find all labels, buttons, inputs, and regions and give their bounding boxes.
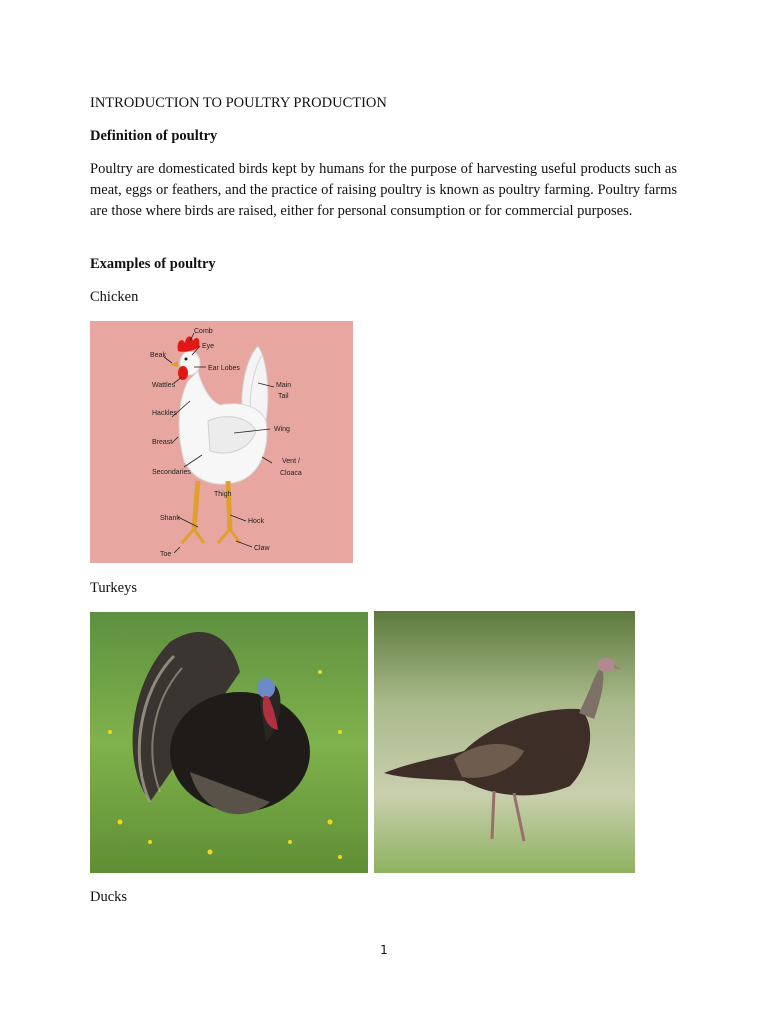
label-breast: Breast (152, 439, 173, 446)
chicken-illustration (90, 321, 353, 563)
label-comb: Comb (194, 328, 213, 335)
label-hock: Hock (248, 518, 264, 525)
chicken-anatomy-image (90, 321, 353, 563)
label-eye: Eye (202, 343, 215, 350)
label-beak: Beak (150, 352, 166, 359)
label-secondaries: Secondaries (152, 469, 191, 476)
chicken-label: Chicken (90, 289, 139, 305)
label-thigh: Thigh (214, 491, 232, 498)
definition-heading: Definition of poultry (90, 128, 218, 144)
label-main-tail-2: Tail (278, 393, 289, 400)
turkey-hen-illustration (374, 611, 635, 873)
turkey-photo-displaying (90, 612, 368, 873)
ducks-label: Ducks (90, 889, 128, 905)
examples-heading: Examples of poultry (90, 256, 216, 272)
label-main-tail-1: Main (276, 382, 292, 389)
document-heading: INTRODUCTION TO POULTRY PRODUCTION (90, 95, 387, 111)
label-claw: Claw (254, 545, 270, 552)
turkey-tom-illustration (90, 612, 368, 873)
label-hackles: Hackles (152, 410, 177, 417)
label-wattles: Wattles (152, 382, 176, 389)
turkey-photo-walking (374, 611, 635, 873)
label-vent-1: Vent / (282, 458, 300, 465)
label-ear-lobes: Ear Lobes (208, 365, 240, 372)
definition-paragraph: Poultry are domesticated birds kept by humans for the purpose of harvesting useful products such as meat, eggs or feathers, and the practice of raising poultry is known as poultry farming. Poultry farms are those where birds are raised, either for personal consumption or for commercial purposes. (90, 161, 677, 219)
label-vent-2: Cloaca (280, 470, 302, 477)
page-number: 1 (380, 943, 388, 957)
label-wing: Wing (274, 426, 290, 433)
label-shank: Shank (160, 515, 180, 522)
turkeys-label: Turkeys (90, 580, 138, 596)
label-toe: Toe (160, 551, 172, 558)
